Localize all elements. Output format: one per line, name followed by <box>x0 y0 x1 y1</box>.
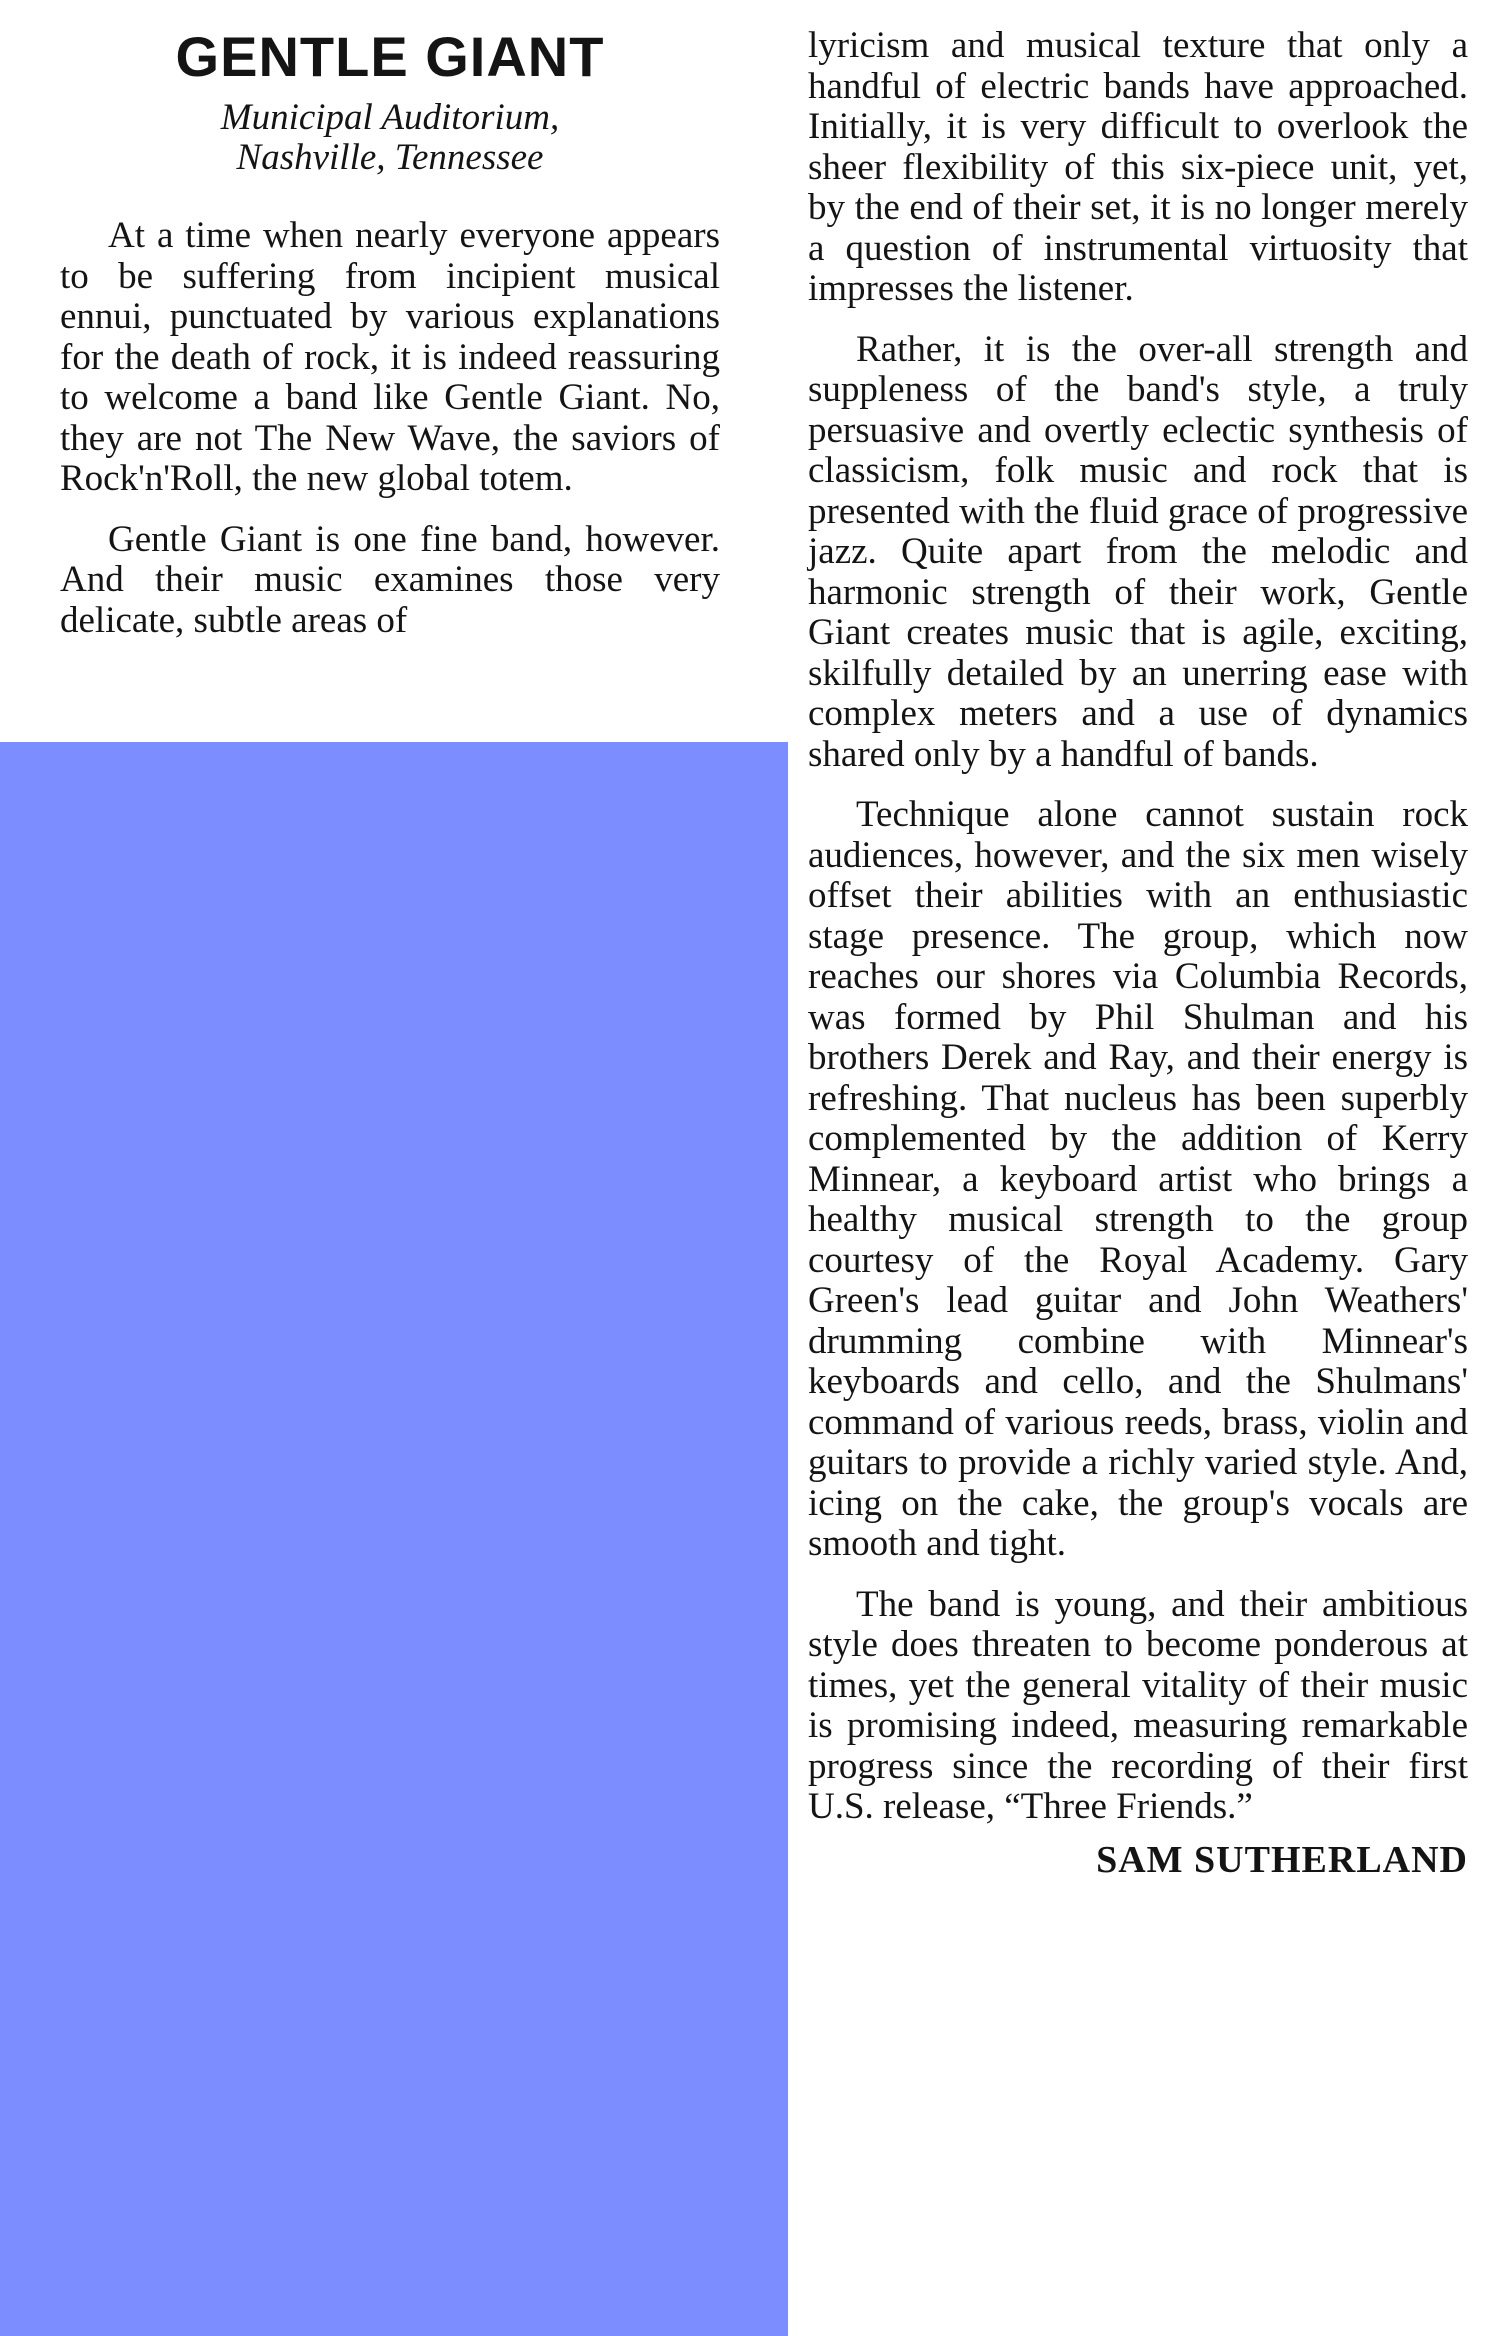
article-paragraph-2: Gentle Giant is one fine band, however. And their music examines those very delicate, subtle areas of <box>60 518 720 641</box>
article-paragraph-1: At a time when nearly everyone appears to be suffering from incipient musical ennui, punctuated by various explanations for the death of rock, it is indeed reassuring to welcome a band like Gentle Giant. No, they are not The New Wave, the saviors of Rock'n'Roll, the new global totem. <box>60 215 720 499</box>
author-byline: SAM SUTHERLAND <box>1096 1838 1468 1881</box>
venue-line-2: Nashville, Tennessee <box>236 137 544 178</box>
article-paragraph-5: The band is young, and their ambitious style does threaten to become ponderous at times, yet the general vitality of their music is promising indeed, measuring remarkable progress since the recording of their first U.S. release, “Three Friends.” <box>808 1583 1468 1827</box>
blue-background-panel <box>0 742 788 2336</box>
article-title: GENTLE GIANT <box>175 25 605 88</box>
article-paragraph-3: Rather, it is the over-all strength and suppleness of the band's style, a truly persuasive and overtly eclectic synthesis of classicism, folk music and rock that is presented with the fluid grace of progressive jazz. Quite apart from the melodic and harmonic strength of their work, Gentle Giant creates music that is agile, exciting, skilfully detailed by an unerring ease with complex meters and a use of dynamics shared only by a handful of bands. <box>808 328 1468 775</box>
venue-subtitle <box>60 98 720 178</box>
article-paragraph-4: Technique alone cannot sustain rock audiences, however, and the six men wisely offset their abilities with an enthusiastic stage presence. The group, which now reaches our shores via Columbia Records, was formed by Phil Shulman and his brothers Derek and Ray, and their energy is refreshing. That nucleus has been superbly complemented by the addition of Kerry Minnear, a keyboard artist who brings a healthy musical strength to the group courtesy of the Royal Academy. Gary Green's lead guitar and John Weathers' drumming combine with Minnear's keyboards and cello, and the Shulmans' command of various reeds, brass, violin and guitars to provide a richly varied style. And, icing on the cake, the group's vocals are smooth and tight. <box>808 794 1468 1564</box>
venue-line-1: Municipal Auditorium, <box>220 97 560 138</box>
left-column <box>60 0 720 641</box>
right-column <box>808 0 1468 1882</box>
article-paragraph-2-continued: lyricism and musical texture that only a handful of electric bands have approached. Initially, it is very difficult to overlook the sheer flexibility of this six-piece unit, yet, by the end of their set, it is no longer merely a question of instrumental virtuosity that impresses the listener. <box>808 25 1468 309</box>
